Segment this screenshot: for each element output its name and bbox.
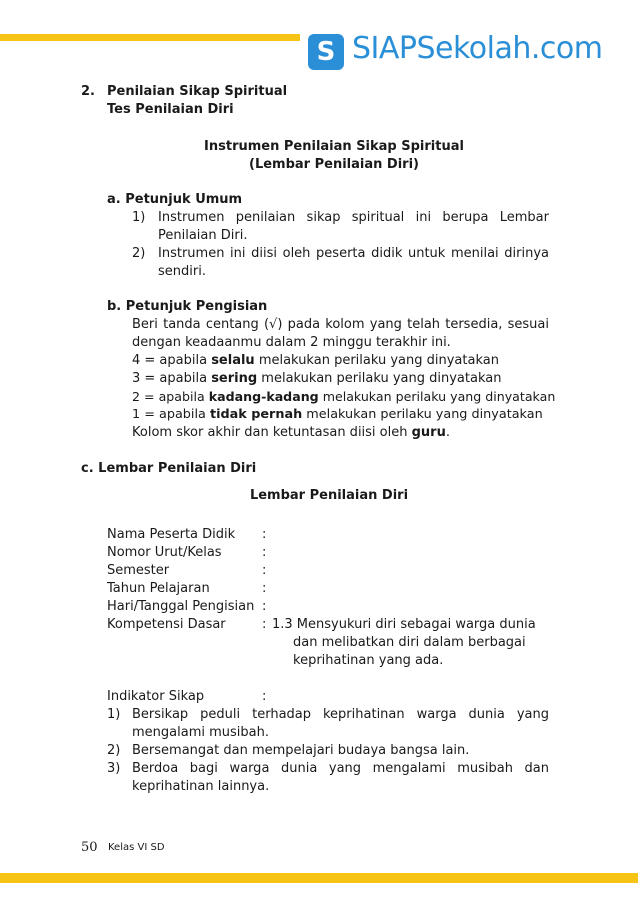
- field-label: Tahun Pelajaran: [107, 581, 210, 596]
- indikator-colon: :: [262, 689, 267, 704]
- indikator-num: 2): [107, 743, 121, 758]
- scale-item: 2 = apabila kadang-kadang melakukan perilaku yang dinyatakan: [132, 389, 556, 404]
- umum-item-2-line2: sendiri.: [158, 264, 206, 279]
- umum-item-1-num: 1): [132, 210, 146, 225]
- instrument-subtitle: (Lembar Penilaian Diri): [249, 157, 419, 172]
- scale-item: 4 = apabila selalu melakukan perilaku yang dinyatakan: [132, 353, 499, 368]
- section-title: Penilaian Sikap Spiritual: [107, 84, 288, 99]
- pengisian-closing: Kolom skor akhir dan ketuntasan diisi oleh guru.: [132, 425, 450, 440]
- bottom-accent-bar: [0, 873, 638, 883]
- lembar-heading: c. Lembar Penilaian Diri: [81, 461, 257, 476]
- logo-text: SIAPSekolah.com: [352, 31, 603, 66]
- umum-item-2-num: 2): [132, 246, 146, 261]
- indikator-line2: keprihatinan lainnya.: [132, 779, 270, 794]
- page-number: 50: [81, 840, 98, 855]
- indikator-label: Indikator Sikap: [107, 689, 205, 704]
- indikator-line1: Bersikap peduli terhadap keprihatinan warga dunia yang: [132, 707, 549, 722]
- petunjuk-umum-heading: a. Petunjuk Umum: [107, 192, 243, 207]
- umum-item-1-line2: Penilaian Diri.: [158, 228, 248, 243]
- field-colon: :: [262, 527, 267, 542]
- field-colon: :: [262, 581, 267, 596]
- kd-line3: keprihatinan yang ada.: [293, 653, 444, 668]
- field-colon: :: [262, 599, 267, 614]
- pengisian-line2: dengan keadaanmu dalam 2 minggu terakhir ini.: [132, 335, 451, 350]
- scale-item: 1 = apabila tidak pernah melakukan perilaku yang dinyatakan: [132, 407, 543, 422]
- site-logo: [300, 0, 638, 70]
- indikator-line1: Bersemangat dan mempelajari budaya bangsa lain.: [132, 743, 470, 758]
- field-label: Kompetensi Dasar: [107, 617, 226, 632]
- instrument-title: Instrumen Penilaian Sikap Spiritual: [204, 139, 464, 154]
- kd-line2: dan melibatkan diri dalam berbagai: [293, 635, 526, 650]
- umum-item-2-line1: Instrumen ini diisi oleh peserta didik untuk menilai dirinya: [158, 246, 549, 261]
- field-label: Nomor Urut/Kelas: [107, 545, 222, 560]
- section-subtitle: Tes Penilaian Diri: [107, 102, 234, 117]
- field-colon: :: [262, 617, 267, 632]
- indikator-num: 3): [107, 761, 121, 776]
- field-label: Hari/Tanggal Pengisian: [107, 599, 255, 614]
- indikator-num: 1): [107, 707, 121, 722]
- field-colon: :: [262, 545, 267, 560]
- field-label: Semester: [107, 563, 170, 578]
- petunjuk-pengisian-heading: b. Petunjuk Pengisian: [107, 299, 268, 314]
- umum-item-1-line1: Instrumen penilaian sikap spiritual ini berupa Lembar: [158, 210, 549, 225]
- logo-badge-icon: S: [308, 34, 344, 70]
- lembar-title: Lembar Penilaian Diri: [249, 488, 409, 503]
- indikator-line1: Berdoa bagi warga dunia yang mengalami musibah dan: [132, 761, 549, 776]
- kd-line1: 1.3 Mensyukuri diri sebagai warga dunia: [272, 617, 536, 632]
- field-colon: :: [262, 563, 267, 578]
- section-number: 2.: [81, 84, 95, 99]
- book-title: Kelas VI SD: [108, 842, 165, 853]
- field-label: Nama Peserta Didik: [107, 527, 236, 542]
- indikator-line2: mengalami musibah.: [132, 725, 269, 740]
- scale-item: 3 = apabila sering melakukan perilaku yang dinyatakan: [132, 371, 502, 386]
- pengisian-line1: Beri tanda centang (√) pada kolom yang telah tersedia, sesuai: [132, 317, 549, 332]
